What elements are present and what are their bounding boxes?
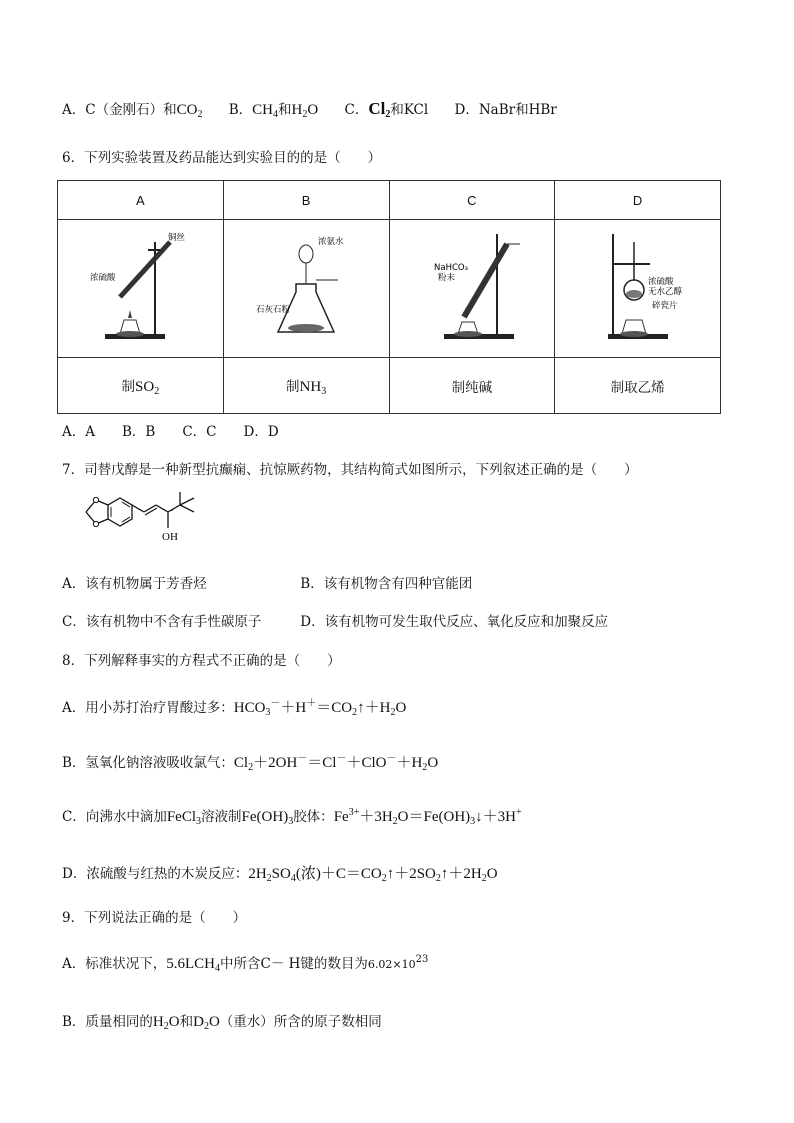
label-tongsi: 铜丝 <box>168 232 186 243</box>
label-nongliusuan-d: 浓硫酸 <box>647 276 674 287</box>
q5-option-a: A．C（金刚石）和$CO_2$ <box>62 102 203 120</box>
apparatus-d <box>555 220 721 358</box>
oh-label: OH <box>162 531 178 543</box>
q9-option-b: B．质量相同的$H_2O$和$D_2O$（重水）所含的原子数相同 <box>62 1014 382 1032</box>
q5-option-b: B．$CH_4$和$H_2O$ <box>228 102 319 120</box>
apparatus-table <box>57 180 721 414</box>
q7-row2 <box>62 610 608 630</box>
apparatus-b <box>223 220 389 358</box>
q7-option-c: C．该有机物中不含有手性碳原子 <box>62 614 262 630</box>
label-nongliusuan-a: 浓硫酸 <box>90 272 116 283</box>
label-suicipian: 碎瓷片 <box>651 300 678 311</box>
caption-c: 制纯碱 <box>389 358 555 414</box>
header-c: C <box>389 181 555 220</box>
header-d: D <box>555 181 721 220</box>
apparatus-a <box>58 220 224 358</box>
q5-option-c: C．$Cl_2$和KCl <box>344 99 429 120</box>
apparatus-b-drawing <box>226 222 386 352</box>
caption-a: 制$SO_2$ <box>58 358 224 414</box>
apparatus-a-drawing <box>60 222 220 352</box>
q8-option-d: D．浓硫酸与红热的木炭反应：$2H_2SO_4$(浓)$+C=CO_2↑+2SO_2↑+2H_2O$ <box>62 866 498 884</box>
q7-row1 <box>62 572 472 592</box>
apparatus-c-drawing <box>392 222 552 352</box>
q9-stem: 9．下列说法正确的是（ ） <box>62 910 247 926</box>
label-nonganshui: 浓氨水 <box>318 236 344 247</box>
q7-option-b: B．该有机物含有四种官能团 <box>300 576 473 592</box>
label-wushuiyichun: 无水乙醇 <box>647 286 682 297</box>
q8-option-c: C．向沸水中滴加FeCl$_3$溶液制$Fe(OH)_3$胶体：$Fe^{3+}+3H_2O=Fe(OH)_3↓+3H^+$ <box>62 807 522 827</box>
caption-d: 制取乙烯 <box>555 358 721 414</box>
q9-option-a: A．标准状况下，$5.6LCH_4$中所含C－ H键的数目为$6.02\times 10^{23}$ <box>62 954 429 974</box>
label-fenmo: 粉末 <box>437 272 455 283</box>
apparatus-c <box>389 220 555 358</box>
q6-answer-options: A．A B．B C．C D．D <box>62 424 279 440</box>
q8-option-a: A．用小苏打治疗胃酸过多：$HCO_3^-+H^+=CO_2↑+H_2O$ <box>62 698 407 718</box>
q8-option-b: B．氢氧化钠溶液吸收氯气：$Cl_2+2OH^-=Cl^-+ClO^-+H_2O$ <box>62 753 439 773</box>
q8-stem: 8．下列解释事实的方程式不正确的是（ ） <box>62 653 341 669</box>
label-shihuishifen: 石灰石粉 <box>256 304 291 315</box>
stiripentol-structure <box>62 486 212 552</box>
q7-stem: 7．司替戊醇是一种新型抗癫痫、抗惊厥药物，其结构简式如图所示，下列叙述正确的是（ ） <box>62 462 638 478</box>
label-nahco3: NaHCO₃ <box>433 262 468 273</box>
caption-b: 制$NH_3$ <box>223 358 389 414</box>
q7-option-d: D．该有机物可发生取代反应、氧化反应和加聚反应 <box>300 614 609 630</box>
q5-options <box>62 98 579 120</box>
header-b: B <box>223 181 389 220</box>
q7-option-a: A．该有机物属于芳香烃 <box>62 576 207 592</box>
q5-option-d: D．NaBr和HBr <box>454 102 557 118</box>
q6-stem: 6．下列实验装置及药品能达到实验目的的是（ ） <box>62 150 382 166</box>
header-a: A <box>58 181 224 220</box>
apparatus-d-drawing <box>558 222 718 352</box>
